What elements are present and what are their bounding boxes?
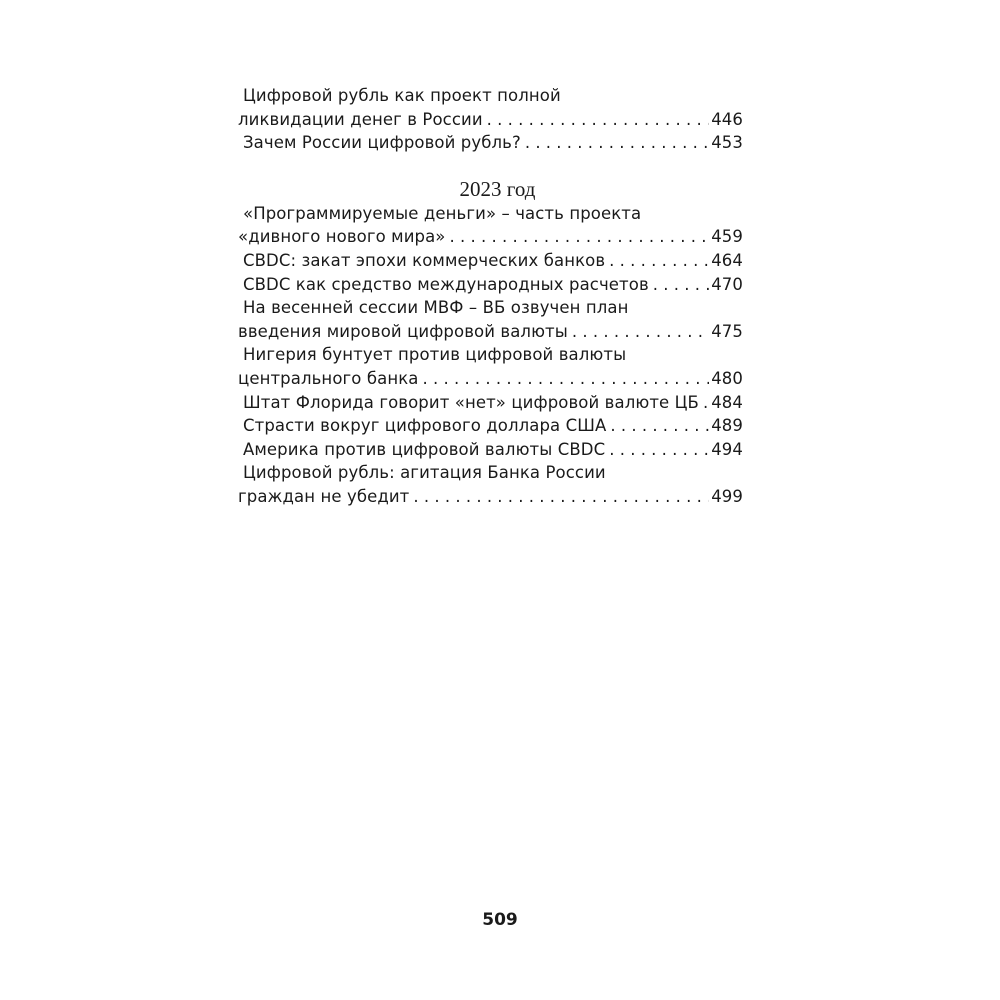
toc-leader-dots <box>572 320 709 344</box>
toc-entry-title-line1: Цифровой рубль как проект полной <box>243 86 561 105</box>
toc-entry <box>238 343 743 390</box>
toc-entry <box>238 131 743 155</box>
toc-entry-title: Штат Флорида говорит «нет» цифровой валюте ЦБ <box>243 392 699 412</box>
toc-leader-dots <box>422 367 709 391</box>
toc-entry-page: 470 <box>711 274 743 294</box>
toc-entry-page: 464 <box>711 250 743 270</box>
toc-entry-title: Америка против цифровой валюты CBDC <box>243 439 606 459</box>
toc-leader-dots <box>450 225 710 249</box>
toc-entry-page: 484 <box>711 392 743 412</box>
toc-entry-title-line2: центрального банка <box>238 368 419 388</box>
toc-leader-dots <box>609 438 709 462</box>
page-number: 509 <box>482 910 518 930</box>
toc-entry-page: 446 <box>711 109 743 129</box>
toc-entry-title-line2: введения мировой цифровой валюты <box>238 321 568 341</box>
toc-entry-title-line1: «Программируемые деньги» – часть проекта <box>243 203 642 223</box>
toc-leader-dots <box>487 108 710 132</box>
toc-entry <box>238 391 743 415</box>
toc-entry-title-line2: граждан не убедит <box>238 486 410 506</box>
toc-entry-page: 453 <box>711 133 743 153</box>
toc-leader-dots <box>413 485 709 509</box>
toc-entry-title: CBDC как средство международных расчетов <box>243 274 649 294</box>
toc-entry <box>238 461 743 508</box>
toc-entry <box>238 414 743 438</box>
toc-leader-dots <box>525 131 709 155</box>
toc-leader-dots <box>609 249 709 273</box>
toc-entry-title-line1: На весенней сессии МВФ – ВБ озвучен план <box>243 298 629 318</box>
toc-entry-page: 475 <box>711 321 743 341</box>
toc-entry <box>238 296 743 343</box>
toc-leader-dots <box>653 273 709 297</box>
table-of-contents <box>238 84 743 509</box>
toc-entry-page: 459 <box>711 227 743 247</box>
toc-entry-title-line1: Цифровой рубль: агитация Банка России <box>243 463 606 483</box>
toc-entry <box>238 438 743 462</box>
toc-entry-title-line2: ликвидации денег в России <box>238 109 483 129</box>
toc-entry-title: Страсти вокруг цифрового доллара США <box>243 416 607 436</box>
toc-entry-title: CBDC: закат эпохи коммерческих банков <box>243 250 606 270</box>
toc-entry <box>238 249 743 273</box>
toc-entry <box>238 84 743 131</box>
year-heading: 2023 год <box>459 176 536 201</box>
toc-entry-title-line1: Нигерия бунтует против цифровой валюты <box>243 345 627 365</box>
toc-entry-page: 480 <box>711 368 743 388</box>
toc-entry-title: Зачем России цифровой рубль? <box>243 133 521 153</box>
toc-entry-page: 499 <box>711 486 743 506</box>
toc-entry <box>238 202 743 249</box>
toc-entry-page: 494 <box>711 439 743 459</box>
toc-entry <box>238 273 743 297</box>
toc-leader-dots <box>610 414 709 438</box>
toc-leader-dots <box>703 391 709 415</box>
toc-entry-page: 489 <box>711 416 743 436</box>
toc-entry-title-line2: «дивного нового мира» <box>238 227 446 247</box>
